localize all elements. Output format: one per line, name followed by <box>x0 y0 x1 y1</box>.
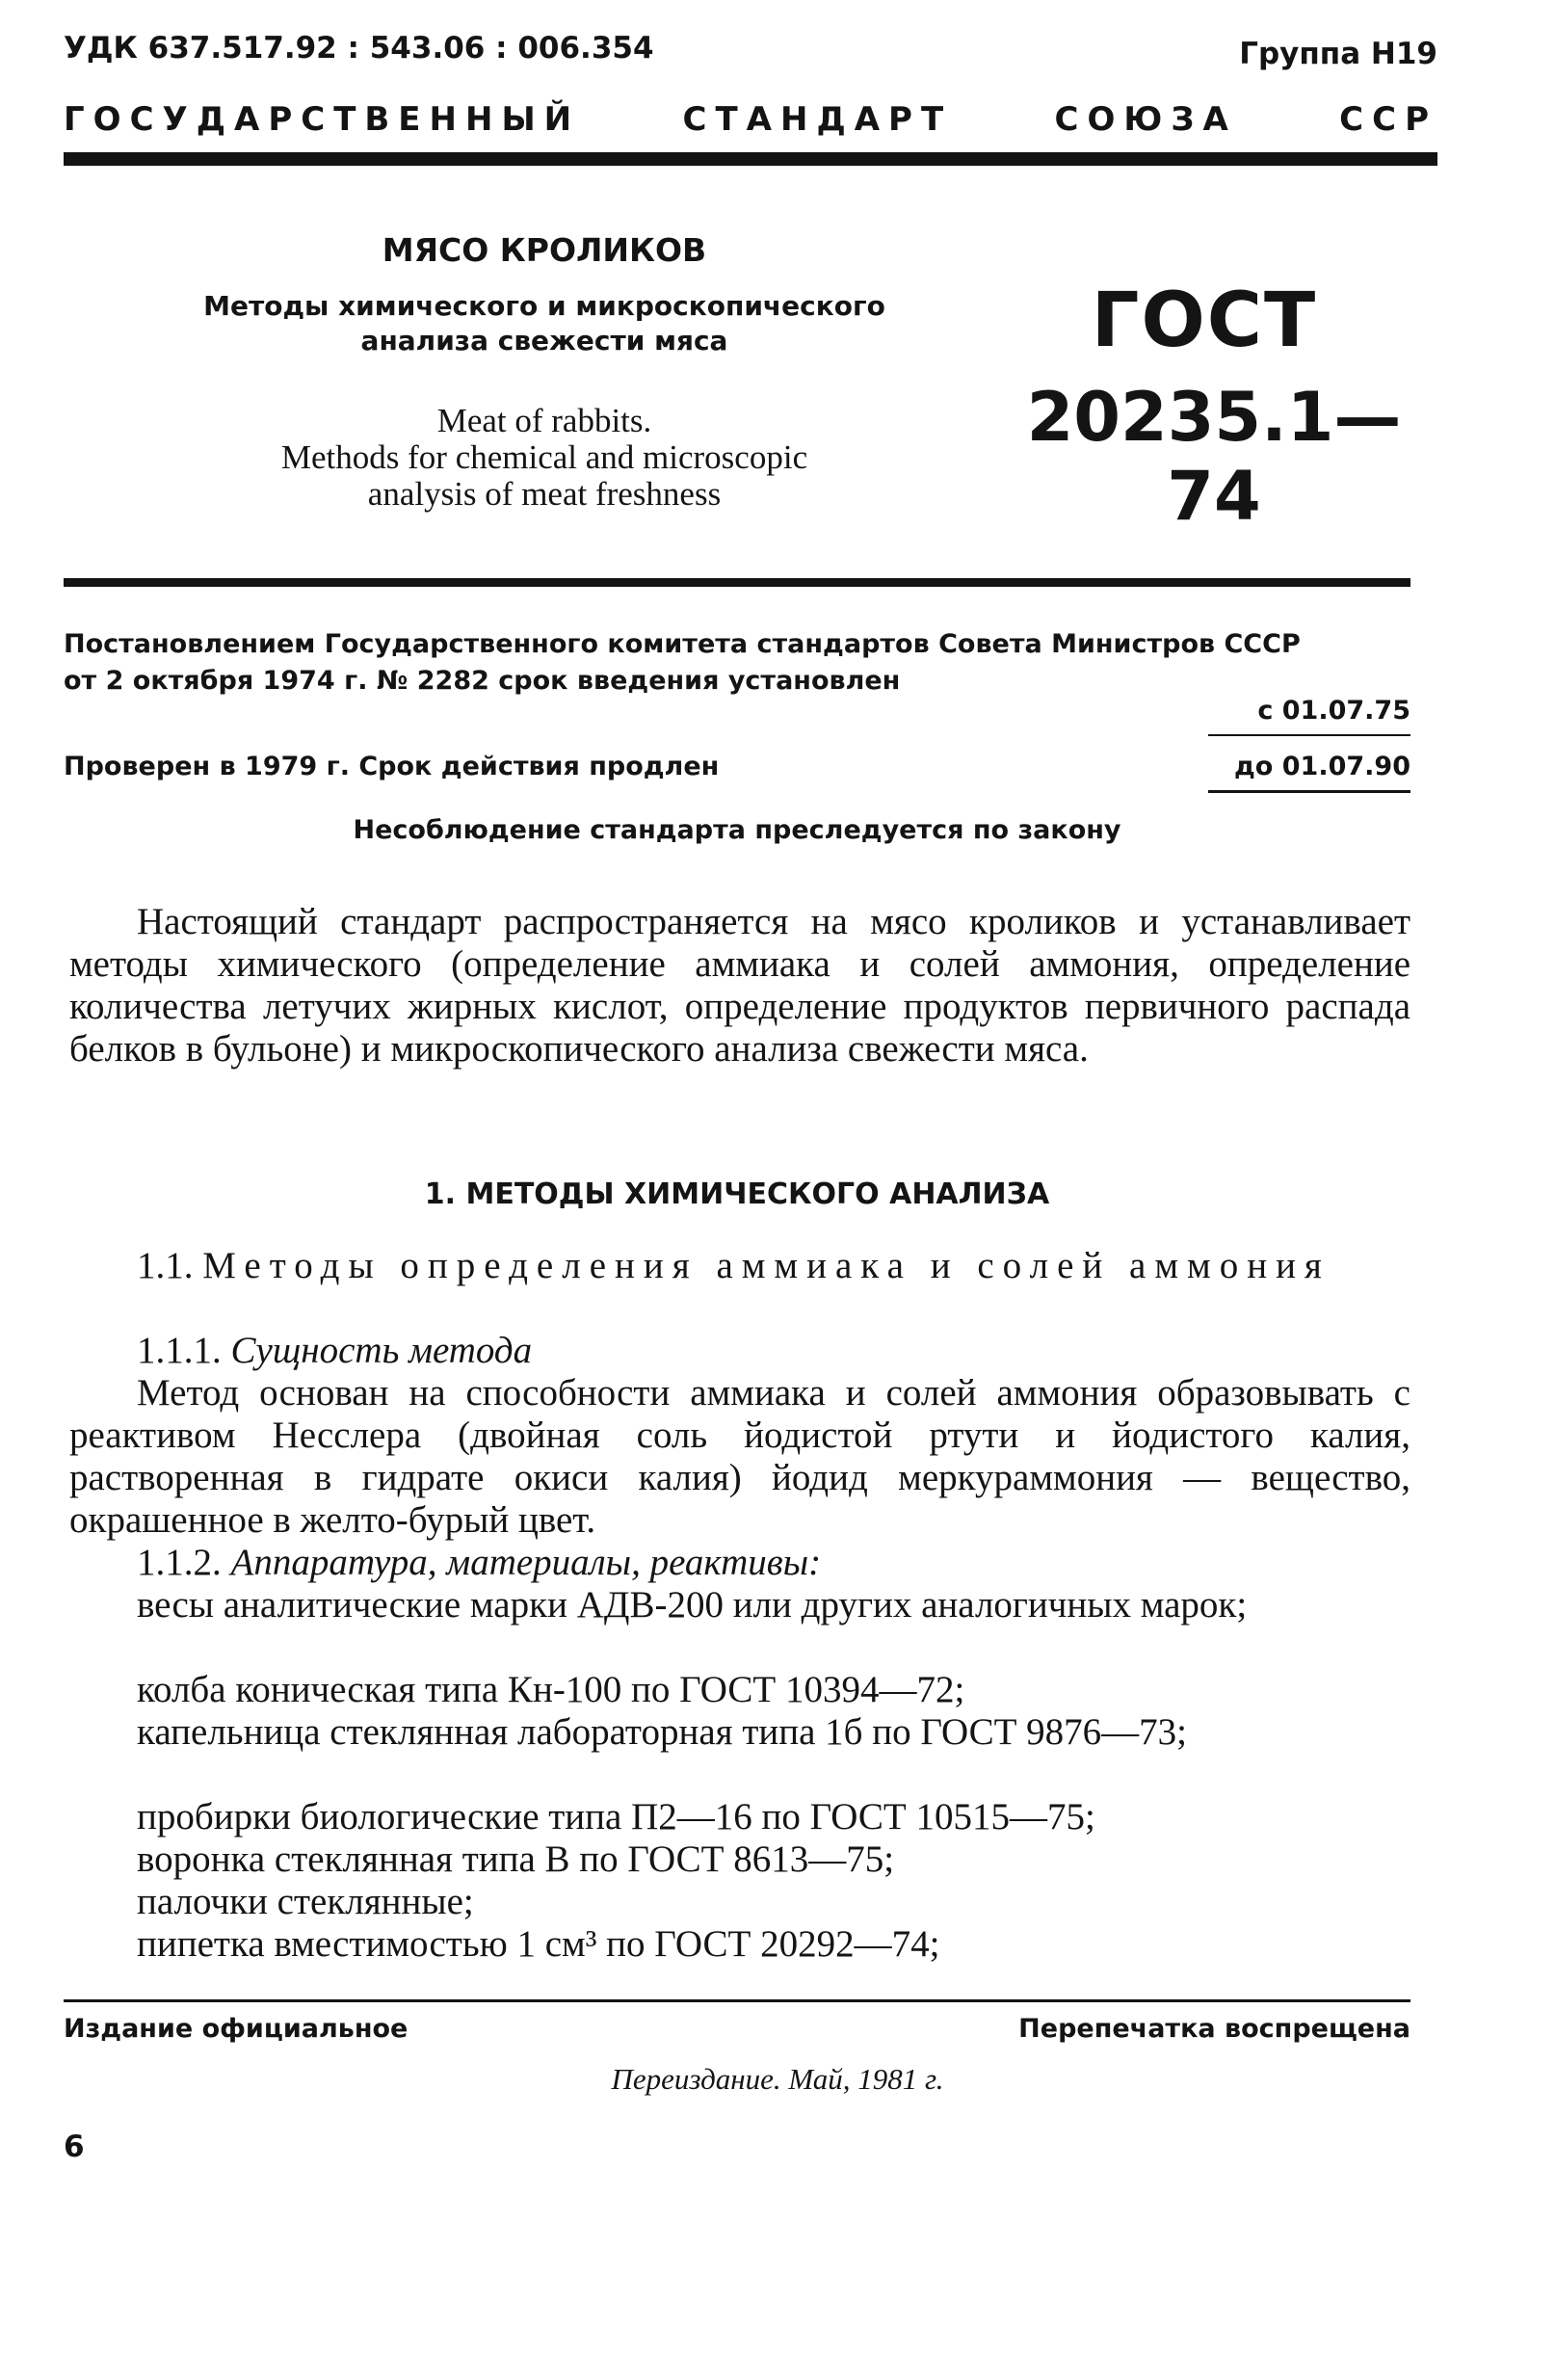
reprint-ban-label: Перепечатка воспрещена <box>1018 2014 1410 2044</box>
equipment-item: колба коническая типа Кн-100 по ГОСТ 10394—72; <box>137 1669 965 1710</box>
extension-date: до 01.07.90 <box>1234 752 1410 781</box>
equipment-item: капельница стеклянная лабораторная типа 1б по ГОСТ 9876—73; <box>137 1711 1188 1753</box>
group-code: Группа Н19 <box>1239 37 1437 71</box>
gost-number: 20235.1—74 <box>1026 378 1402 536</box>
date-underline <box>1208 790 1410 793</box>
clause-1-1-1 <box>69 1330 1410 1372</box>
udk-code: УДК 637.517.92 : 543.06 : 006.354 <box>64 31 654 66</box>
clause-title: Методы определения аммиака и солей аммония <box>202 1245 1331 1286</box>
penalty-notice: Несоблюдение стандарта преследуется по закону <box>353 815 1121 845</box>
decree-text <box>64 626 1410 700</box>
equipment-item: весы аналитические марки АДВ-200 или других аналогичных марок; <box>137 1584 1248 1626</box>
clause-number: 1.1.2. <box>137 1542 222 1583</box>
document-title: МЯСО КРОЛИКОВ <box>382 231 707 269</box>
gost-label: ГОСТ <box>1091 278 1318 364</box>
checked-text: Проверен в 1979 г. Срок действия продлен <box>64 752 720 781</box>
page-number: 6 <box>64 2129 85 2164</box>
banner-word: ССР <box>1339 100 1437 139</box>
clause-title: Аппаратура, материалы, реактивы: <box>230 1542 822 1583</box>
english-title-line: Meat of rabbits. <box>436 402 652 439</box>
section-heading: 1. МЕТОДЫ ХИМИЧЕСКОГО АНАЛИЗА <box>424 1177 1050 1211</box>
english-title-line: analysis of meat freshness <box>367 475 722 513</box>
intro-paragraph: Настоящий стандарт распространяется на мясо кроликов и устанавливает методы химического (определение аммиака и солей аммония, определение количества летучих жирных кислот, определение продуктов первичного распада белков в бульоне) и микроскопического анализа свежести мяса. <box>69 901 1410 1070</box>
equipment-item: палочки стеклянные; <box>137 1881 474 1922</box>
clause-number: 1.1. <box>137 1245 194 1286</box>
effective-date: с 01.07.75 <box>1257 696 1410 726</box>
clause-title: Сущность метода <box>230 1330 533 1371</box>
equipment-item: пробирки биологические типа П2—16 по ГОСТ 10515—75; <box>137 1796 1095 1838</box>
banner-word: ГОСУДАРСТВЕННЫЙ <box>64 100 581 139</box>
clause-number: 1.1.1. <box>137 1330 222 1371</box>
banner-word: СТАНДАРТ <box>682 100 953 139</box>
english-title-line: Methods for chemical and microscopic <box>280 438 808 476</box>
document-subtitle <box>173 289 915 358</box>
edition-label: Издание официальное <box>64 2014 409 2044</box>
date-underline <box>1208 734 1410 736</box>
title-divider <box>64 578 1410 587</box>
state-standard-banner <box>64 100 1437 139</box>
clause-1-1-2 <box>69 1542 1410 1584</box>
banner-word: СОЮЗА <box>1054 100 1237 139</box>
clause-1-1 <box>69 1245 1410 1287</box>
equipment-item: пипетка вместимостью 1 см³ по ГОСТ 20292—74; <box>137 1923 940 1965</box>
method-paragraph: Метод основан на способности аммиака и солей аммония образовывать с реактивом Несслера (двойная соль йодистой ртути и йодистого калия, растворенная в гидрате окиси калия) йодид меркураммония — вещество, окрашенное в желто-бурый цвет. <box>69 1372 1410 1541</box>
decree-line: Постановлением Государственного комитета стандартов Совета Министров СССР <box>64 629 1301 659</box>
subtitle-line: анализа свежести мяса <box>360 325 728 357</box>
footer-divider <box>64 1999 1410 2002</box>
equipment-item: воронка стеклянная типа В по ГОСТ 8613—75; <box>137 1838 895 1880</box>
decree-line: от 2 октября 1974 г. № 2282 срок введения установлен <box>64 666 901 696</box>
header-divider <box>64 152 1437 166</box>
reissue-note: Переиздание. Май, 1981 г. <box>611 2062 944 2096</box>
subtitle-line: Методы химического и микроскопического <box>203 290 885 322</box>
english-title <box>173 403 915 513</box>
